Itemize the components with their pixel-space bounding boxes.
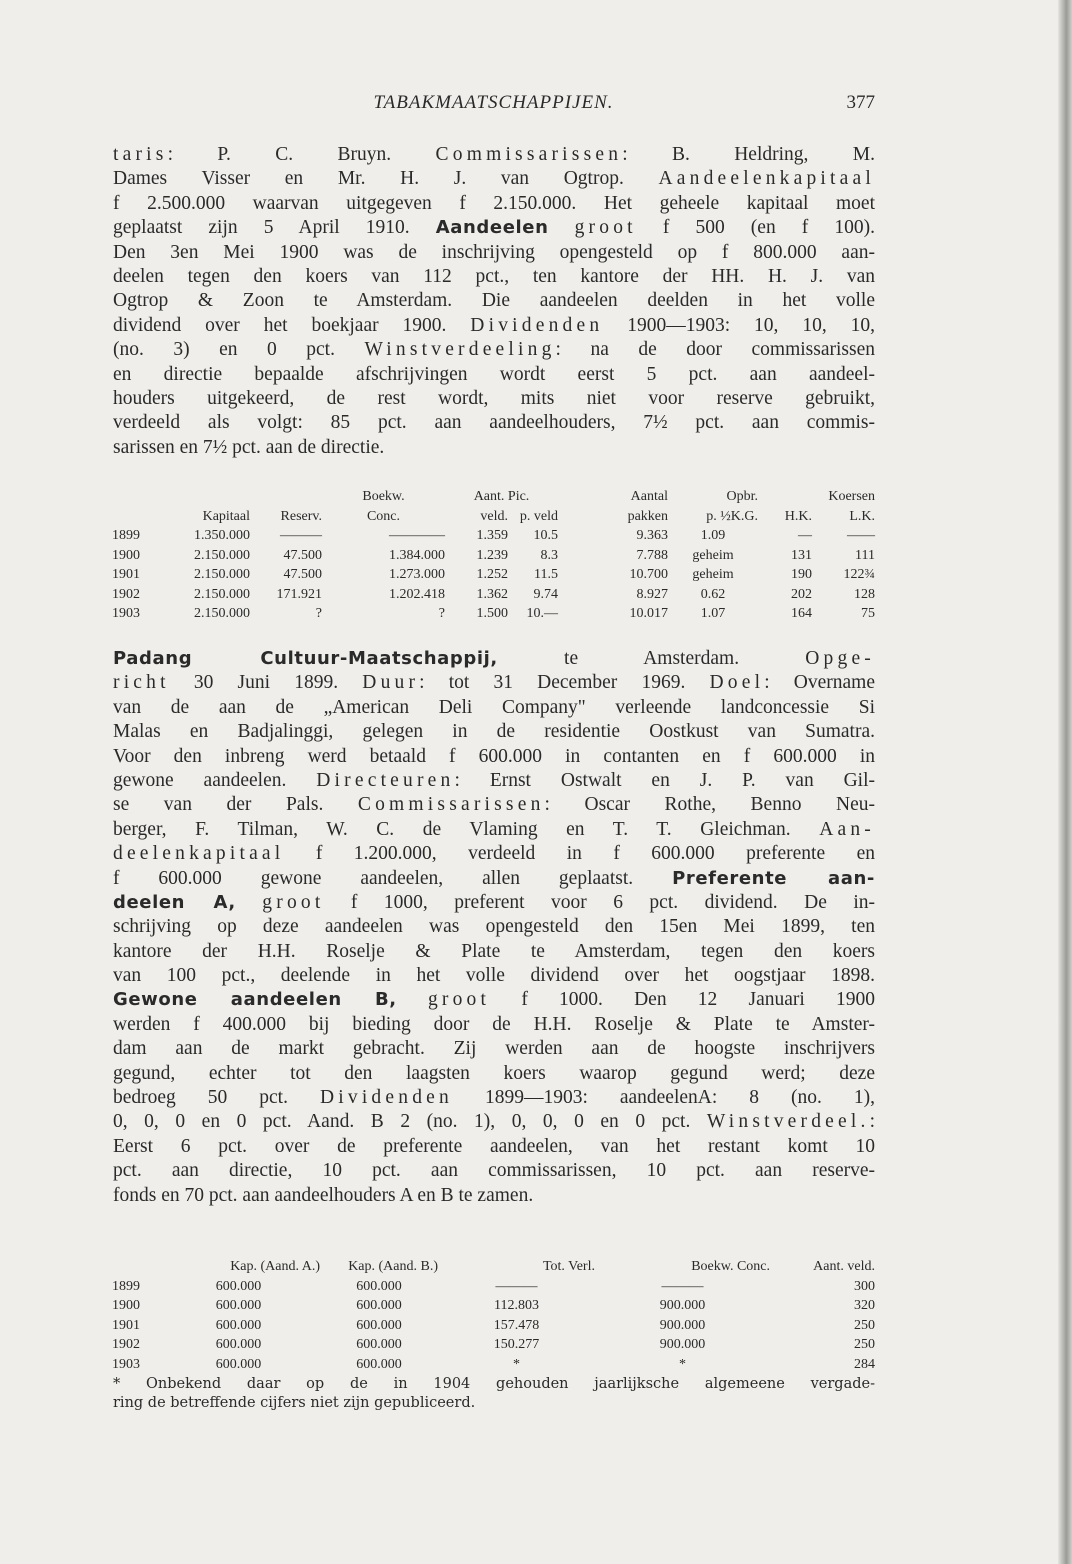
table-row xyxy=(112,585,875,605)
text-run: te Amsterdam. xyxy=(497,648,806,669)
text-line xyxy=(113,241,875,265)
text-line xyxy=(113,1110,875,1134)
text-line xyxy=(113,867,875,891)
financial-table-1899-1903 xyxy=(112,487,875,624)
text-run: gegund, echter tot den laagsten koers waarop gegund werd; deze xyxy=(113,1062,875,1084)
table-cell: 600.000 xyxy=(356,1278,402,1294)
spaced-emphasis-text: Dividenden xyxy=(470,314,604,336)
year-cell: 1902 xyxy=(112,586,140,602)
spaced-emphasis-text: taris xyxy=(113,144,168,165)
table-cell: 128 xyxy=(854,586,875,602)
col-header: Boekw. Conc. xyxy=(691,1259,770,1274)
table-cell: 150.277 xyxy=(493,1337,540,1352)
text-run: Ogtrop & Zoon te Amsterdam. Die aandeelen deelden in het volle xyxy=(113,290,875,312)
text-run: van 100 pct., deelende in het volle dividend over het oogstjaar 1898. xyxy=(113,965,875,987)
spaced-emphasis-text: Duur xyxy=(362,672,420,694)
table-header-row xyxy=(112,487,875,507)
col-header: Kap. (Aand. B.) xyxy=(348,1259,438,1274)
table-cell: 2.150.000 xyxy=(194,547,250,563)
text-run: dam aan de markt gebracht. Zij werden aan de hoogste inschrijvers xyxy=(113,1038,875,1060)
table-row xyxy=(112,526,875,546)
text-run xyxy=(397,989,428,1010)
col-header: Boekw. xyxy=(362,489,405,504)
text-line xyxy=(113,314,875,338)
text-line xyxy=(113,436,875,460)
table-cell: 111 xyxy=(855,547,875,563)
table-cell: * xyxy=(679,1356,686,1372)
col-header: Kapitaal xyxy=(202,508,250,524)
table-cell: 600.000 xyxy=(356,1337,402,1352)
col-header: H.K. xyxy=(784,508,812,524)
text-line xyxy=(113,338,875,362)
text-run: f 500 (en f 100). xyxy=(636,217,875,239)
spaced-emphasis-text: groot xyxy=(574,217,637,239)
text-line xyxy=(113,745,875,769)
table-row xyxy=(112,565,875,585)
table-cell: ———— xyxy=(389,528,445,543)
table-cell: 250 xyxy=(854,1337,875,1352)
text-run: f 1000. Den 12 Januari 1900 xyxy=(490,989,875,1011)
col-header: Aant. veld. xyxy=(813,1259,875,1274)
table-row xyxy=(112,546,875,566)
bold-heading-text: Padang Cultuur-Maatschappij, xyxy=(113,648,498,669)
spaced-emphasis-text: Commissarissen xyxy=(435,144,623,165)
table-cell: 600.000 xyxy=(215,1337,262,1352)
paragraph-tabak-continuation xyxy=(113,143,875,460)
table-row xyxy=(112,1277,875,1297)
col-header: L.K. xyxy=(849,508,875,524)
text-run: : xyxy=(869,1111,875,1133)
col-header: Aantal xyxy=(630,489,668,504)
table-cell: 47.500 xyxy=(283,547,322,563)
year-cell: 1900 xyxy=(112,547,140,563)
text-line xyxy=(113,769,875,793)
table-cell: 10.017 xyxy=(629,606,668,621)
table-cell: 600.000 xyxy=(215,1278,262,1294)
table-cell: 8.927 xyxy=(636,586,668,602)
table-row xyxy=(112,1335,875,1355)
col-header: Conc. xyxy=(366,508,401,524)
bold-heading-text: Gewone aandeelen B, xyxy=(113,989,397,1011)
running-header xyxy=(112,92,875,116)
spaced-emphasis-text: Doel xyxy=(709,672,765,694)
text-line xyxy=(113,265,875,289)
table-cell: 0.62 xyxy=(700,586,726,602)
table-cell: 11.5 xyxy=(534,567,558,582)
col-header: veld. xyxy=(480,508,508,524)
year-cell: 1899 xyxy=(112,1278,140,1294)
text-run: : P. C. Bruyn. xyxy=(167,144,436,165)
text-line xyxy=(113,671,875,695)
spaced-emphasis-text: groot xyxy=(427,989,491,1011)
text-run: verdeeld als volgt: 85 pct. aan aandeelhouders, 7½ pct. aan commis- xyxy=(113,412,875,434)
table-header-row xyxy=(112,1257,875,1277)
text-line xyxy=(113,363,875,387)
table-cell: ? xyxy=(438,606,445,621)
table-cell: 10.5 xyxy=(533,528,558,543)
table-cell: ——— xyxy=(661,1278,704,1294)
text-run: geplaatst zijn 5 April 1910. xyxy=(113,217,436,239)
spaced-emphasis-text: groot xyxy=(262,891,325,913)
footnote xyxy=(113,1375,875,1413)
text-run xyxy=(549,217,575,238)
text-run: kantore der H.H. Roselje & Plate te Amsterdam, tegen den koers xyxy=(113,940,875,962)
table-cell: 320 xyxy=(854,1298,875,1313)
text-run: (no. 3) en 0 pct. xyxy=(113,339,365,361)
text-run: schrijving op deze aandeelen was opengesteld den 15en Mei 1899, ten xyxy=(113,916,875,938)
year-cell: 1903 xyxy=(112,606,140,621)
spaced-emphasis-text: Winstverdeel. xyxy=(706,1111,870,1133)
text-run: 1900—1903: 10, 10, 10, xyxy=(603,314,875,336)
text-line xyxy=(113,167,875,191)
table-cell: 8.3 xyxy=(540,547,558,563)
text-run: pct. aan directie, 10 pct. aan commissarissen, 10 pct. aan reserve- xyxy=(113,1160,875,1182)
text-run: : Overname xyxy=(764,672,875,694)
spaced-emphasis-text: deelenkapitaal xyxy=(113,843,285,865)
col-header: pakken xyxy=(627,508,668,524)
text-line xyxy=(113,1135,875,1159)
table-cell: 171.921 xyxy=(276,586,322,602)
text-line xyxy=(113,216,875,240)
text-line xyxy=(113,387,875,411)
text-run: : tot 31 December 1969. xyxy=(419,672,710,694)
year-cell: 1899 xyxy=(112,528,140,543)
text-line xyxy=(113,647,875,671)
text-run: 1899—1903: aandeelenA: 8 (no. 1), xyxy=(452,1087,875,1109)
text-run: : Ernst Ostwalt en J. P. van Gil- xyxy=(454,769,876,791)
table-cell: 122¾ xyxy=(843,567,875,582)
table-cell: 600.000 xyxy=(215,1356,262,1372)
table-row xyxy=(112,604,875,624)
table-cell: 1.359 xyxy=(476,528,508,543)
running-title: TABAKMAATSCHAPPIJEN. xyxy=(373,92,614,113)
text-run: dividend over het boekjaar 1900. xyxy=(113,314,471,336)
col-header: Opbr. xyxy=(726,489,758,504)
table-cell: 10.700 xyxy=(629,567,668,582)
spaced-emphasis-text: Directeuren xyxy=(316,769,455,791)
table-cell: 9.74 xyxy=(533,586,558,602)
spaced-emphasis-text: Aan- xyxy=(819,818,875,840)
text-run: : na de door commissarissen xyxy=(555,339,875,361)
table-cell: ——— xyxy=(280,528,322,543)
year-cell: 1901 xyxy=(112,1317,140,1333)
spaced-emphasis-text: Commissarissen xyxy=(357,794,545,816)
col-header: Tot. Verl. xyxy=(542,1259,595,1274)
table-cell: 600.000 xyxy=(356,1356,402,1372)
text-run: 0, 0, 0 en 0 pct. Aand. B 2 (no. 1), 0, 0, 0 en 0 pct. xyxy=(113,1111,707,1133)
spaced-emphasis-text: Winstverdeeling xyxy=(364,339,556,361)
table-cell: —— xyxy=(847,528,875,543)
text-line xyxy=(113,192,875,216)
year-cell: 1900 xyxy=(112,1298,140,1313)
year-cell: 1903 xyxy=(112,1356,140,1372)
text-line xyxy=(113,818,875,842)
table-cell: 900.000 xyxy=(659,1337,706,1352)
table-cell: ——— xyxy=(495,1278,538,1294)
text-line xyxy=(113,143,875,167)
table-cell: 1.273.000 xyxy=(389,567,445,582)
bold-heading-text: Aandeelen xyxy=(435,217,549,239)
text-line xyxy=(113,1159,875,1183)
text-run: 30 Juni 1899. xyxy=(169,672,363,694)
text-run xyxy=(236,892,262,913)
page-edge xyxy=(1058,0,1072,1564)
text-line xyxy=(113,289,875,313)
text-run: berger, F. Tilman, W. C. de Vlaming en T. T. Gleichman. xyxy=(113,818,820,840)
table-row xyxy=(112,1296,875,1316)
table-cell: 2.150.000 xyxy=(194,586,250,602)
table-cell: 47.500 xyxy=(283,567,322,582)
text-line xyxy=(113,891,875,915)
table-cell: 300 xyxy=(854,1278,875,1294)
table-cell: * xyxy=(513,1356,520,1372)
col-header: p. veld xyxy=(519,508,558,524)
table-cell: 1.09 xyxy=(700,528,726,543)
text-line xyxy=(113,940,875,964)
table-cell: 1.350.000 xyxy=(194,528,250,543)
text-line xyxy=(113,964,875,988)
text-run: Malas en Badjalinggi, gelegen in de residentie Oostkust van Sumatra. xyxy=(113,721,875,743)
table-cell: geheim xyxy=(692,547,734,563)
spaced-emphasis-text: Aandeelenkapitaal xyxy=(658,168,875,190)
table-cell: 2.150.000 xyxy=(194,567,250,582)
text-run: Voor den inbreng werd betaald f 600.000 in contanten en f 600.000 in xyxy=(113,745,875,767)
table-cell: 250 xyxy=(854,1317,875,1333)
col-header: p. ½K.G. xyxy=(706,508,758,524)
table-cell: 600.000 xyxy=(215,1298,262,1313)
table-cell: 600.000 xyxy=(356,1298,402,1313)
table-cell: 10.— xyxy=(526,606,558,621)
text-run: se van der Pals. xyxy=(113,794,358,816)
table-row xyxy=(112,1316,875,1336)
table-cell: 9.363 xyxy=(636,528,668,543)
table-cell: 75 xyxy=(861,606,875,621)
col-header: Kap. (Aand. A.) xyxy=(230,1259,320,1274)
text-line xyxy=(113,915,875,939)
table-cell: 1.202.418 xyxy=(389,586,445,602)
table-cell: 900.000 xyxy=(659,1298,706,1313)
text-run: fonds en 70 pct. aan aandeelhouders A en B te zamen. xyxy=(113,1184,534,1206)
paragraph-padang-cultuur xyxy=(113,647,875,1208)
text-run: en directie bepaalde afschrijvingen wordt eerst 5 pct. aan aandeel- xyxy=(113,363,875,385)
table-cell: 1.500 xyxy=(476,606,508,621)
col-header: Reserv. xyxy=(280,508,322,524)
table-row xyxy=(112,1355,875,1375)
text-line xyxy=(113,793,875,817)
text-line xyxy=(113,696,875,720)
table-cell: ? xyxy=(315,606,322,621)
text-run: : B. Heldring, M. xyxy=(622,144,875,165)
text-run: f 600.000 gewone aandeelen, allen geplaatst. xyxy=(113,867,673,889)
table-cell: 1.07 xyxy=(700,606,726,621)
text-run: werden f 400.000 bij bieding door de H.H. Roselje & Plate te Amster- xyxy=(113,1013,875,1035)
text-line xyxy=(113,1037,875,1061)
text-line xyxy=(113,1013,875,1037)
table-cell: 900.000 xyxy=(659,1317,706,1333)
text-run: Dames Visser en Mr. H. J. van Ogtrop. xyxy=(113,168,659,190)
col-header: Koersen xyxy=(828,489,875,504)
table-cell: 1.239 xyxy=(476,547,508,563)
text-run: sarissen en 7½ pct. aan de directie. xyxy=(113,436,385,458)
page-number: 377 xyxy=(846,92,875,113)
table-cell: 600.000 xyxy=(215,1317,262,1333)
spaced-emphasis-text: Dividenden xyxy=(319,1087,453,1109)
text-line xyxy=(113,720,875,744)
spaced-emphasis-text: Opge- xyxy=(805,648,875,669)
table-cell: 1.384.000 xyxy=(389,547,445,563)
table-cell: 112.803 xyxy=(494,1298,539,1313)
table-cell: — xyxy=(798,528,812,543)
bold-heading-text: Preferente aan- xyxy=(672,867,876,889)
text-run: f 1.200.000, verdeeld in f 600.000 preferente en xyxy=(284,843,875,865)
table-cell: 1.252 xyxy=(476,567,508,582)
financial-table-padang xyxy=(112,1257,875,1374)
text-line xyxy=(113,1086,875,1110)
year-cell: 1902 xyxy=(112,1337,140,1352)
text-run: : Oscar Rothe, Benno Neu- xyxy=(544,794,875,816)
table-cell: 190 xyxy=(791,567,812,582)
spaced-emphasis-text: richt xyxy=(113,672,170,694)
text-run: gewone aandeelen. xyxy=(113,769,317,791)
text-run: bedroeg 50 pct. xyxy=(113,1087,320,1109)
text-line xyxy=(113,988,875,1012)
table-cell: 157.478 xyxy=(493,1317,540,1333)
text-line xyxy=(113,1062,875,1086)
table-cell: 600.000 xyxy=(356,1317,402,1333)
table-header-row xyxy=(112,507,875,527)
table-cell: geheim xyxy=(692,567,734,582)
bold-heading-text: deelen A, xyxy=(113,891,236,913)
col-header: Aant. Pic. xyxy=(473,489,530,504)
text-run: deelen tegen den koers van 112 pct., ten kantore der HH. H. J. van xyxy=(113,265,875,287)
text-run: Eerst 6 pct. over de preferente aandeelen, van het restant komt 10 xyxy=(113,1135,875,1157)
footnote-line: ring de betreffende cijfers niet zijn gepubliceerd. xyxy=(113,1395,476,1411)
text-run: f 2.500.000 waarvan uitgegeven f 2.150.000. Het geheele kapitaal moet xyxy=(113,192,875,214)
table-cell: 131 xyxy=(791,547,812,563)
table-cell: 202 xyxy=(791,586,812,602)
text-run: f 1000, preferent voor 6 pct. dividend. De in- xyxy=(324,891,875,913)
text-run: houders uitgekeerd, de rest wordt, mits niet voor reserve gebruikt, xyxy=(113,387,875,409)
text-line xyxy=(113,842,875,866)
table-cell: 1.362 xyxy=(476,586,508,602)
text-run: van de aan de „American Deli Company" verleende landconcessie Si xyxy=(113,696,875,718)
table-cell: 2.150.000 xyxy=(194,606,250,621)
year-cell: 1901 xyxy=(112,567,140,582)
text-line xyxy=(113,411,875,435)
footnote-line: * Onbekend daar op de in 1904 gehouden jaarlijksche algemeene vergade- xyxy=(113,1376,875,1392)
text-run: Den 3en Mei 1900 was de inschrijving opengesteld op f 800.000 aan- xyxy=(113,241,875,263)
text-line xyxy=(113,1184,875,1208)
table-cell: 284 xyxy=(854,1356,875,1372)
table-cell: 164 xyxy=(791,606,812,621)
table-cell: 7.788 xyxy=(636,547,668,563)
